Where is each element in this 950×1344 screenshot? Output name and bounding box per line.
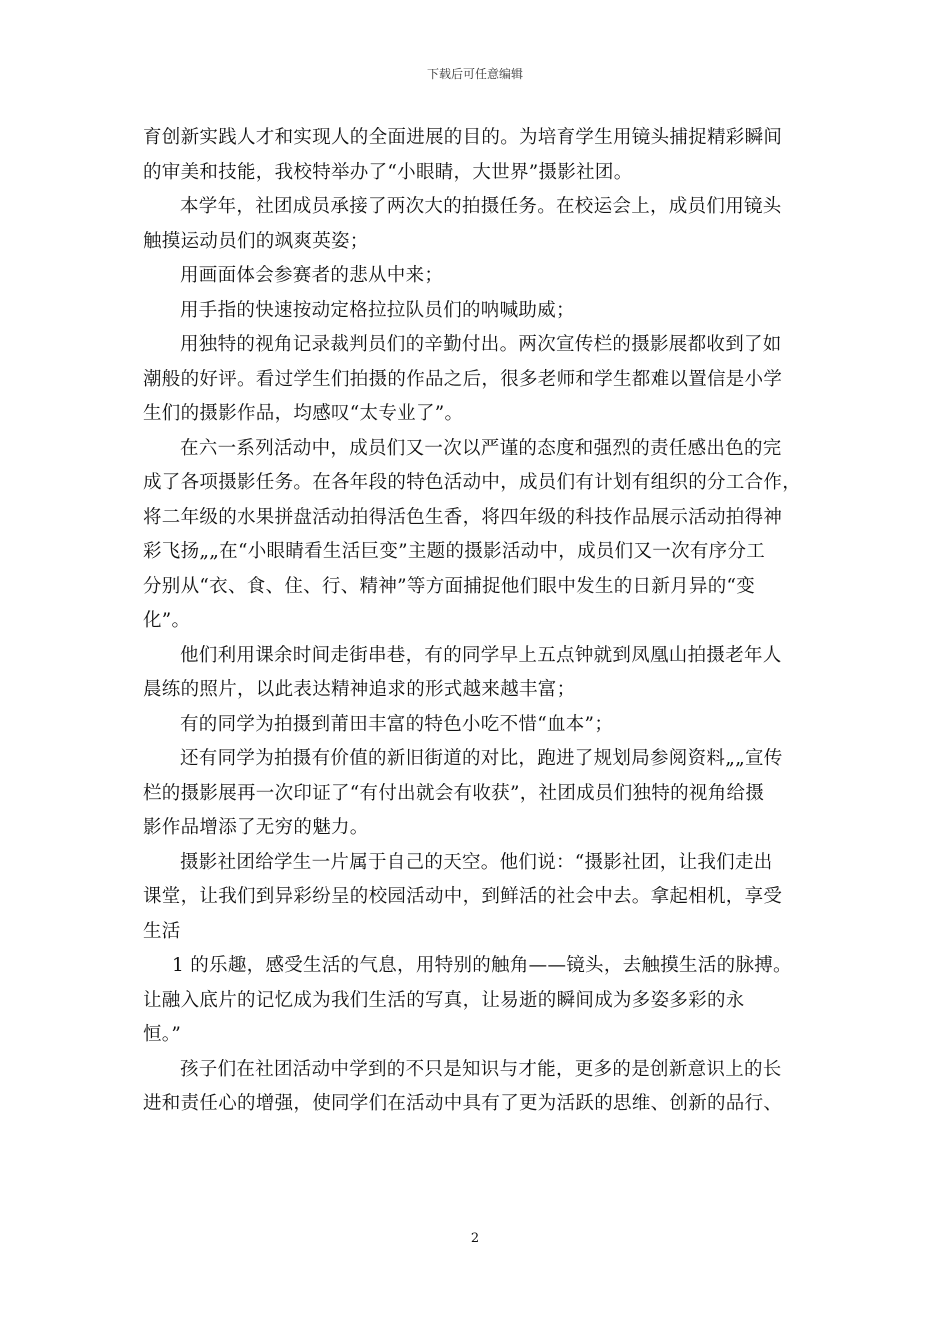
text-line: 化”。 [143,610,191,631]
text-line: 用独特的视角记录裁判员们的辛勤付出。两次宣传栏的摄影展都收到了如 [180,334,782,355]
text-line: 触摸运动员们的飒爽英姿； [143,230,369,252]
text-line: 用手指的快速按动定格拉拉队员们的呐喊助威； [180,299,575,321]
text-line: 孩子们在社团活动中学到的不只是知识与才能，更多的是创新意识上的长 [180,1058,782,1080]
text-line: 影作品增添了无穷的魅力。 [143,817,369,838]
text-line: 有的同学为拍摄到莆田丰富的特色小吃不惜“血本”； [180,713,614,735]
page-header: 下载后可任意编辑 [426,67,523,81]
text-line: 潮般的好评。看过学生们拍摄的作品之后，很多老师和学生都难以置信是小学 [143,368,783,390]
page-number: 2 [470,1231,480,1246]
text-line: 生活 [143,920,181,942]
text-line: 晨练的照片，以此表达精神追求的形式越来越丰富； [143,679,576,700]
text-line: 的审美和技能，我校特举办了“小眼睛，大世界”摄影社团。 [143,161,633,183]
text-line: 摄影社团给学生一片属于自己的天空。他们说：“摄影社团，让我们走出 [180,851,773,873]
text-line: 课堂，让我们到异彩纷呈的校园活动中，到鲜活的社会中去。拿起相机，享受 [143,886,783,907]
text-line: 进和责任心的增强，使同学们在活动中具有了更为活跃的思维、创新的品行、 [143,1093,783,1114]
text-line: 还有同学为拍摄有价值的新旧街道的对比，跑进了规划局参阅资料„„宣传 [180,748,783,769]
document-body [143,121,809,1122]
text-line: 本学年，社团成员承接了两次大的拍摄任务。在校运会上，成员们用镜头 [180,196,782,217]
text-line: 恒。” [143,1024,182,1045]
text-line: 彩飞扬„„在“小眼睛看生活巨变”主题的摄影活动中，成员们又一次有序分工 [143,541,766,562]
text-line: 用画面体会参赛者的悲从中来； [180,265,444,286]
text-line: 1 的乐趣，感受生活的气息，用特别的触角——镜头，去触摸生活的脉搏。 [172,955,792,976]
text-line: 成了各项摄影任务。在各年段的特色活动中，成员们有计划有组织的分工合作， [143,472,802,493]
text-line: 让融入底片的记忆成为我们生活的写真，让易逝的瞬间成为多姿多彩的永 [143,989,745,1011]
text-line: 生们的摄影作品，均感叹“太专业了”。 [143,403,464,424]
text-line: 在六一系列活动中，成员们又一次以严谨的态度和强烈的责任感出色的完 [180,437,782,459]
text-line: 分别从“衣、食、住、行、精神”等方面捕捉他们眼中发生的日新月异的“变 [143,575,756,597]
text-line: 将二年级的水果拼盘活动拍得活色生香，将四年级的科技作品展示活动拍得神 [143,506,783,528]
text-line: 育创新实践人才和实现人的全面进展的目的。为培育学生用镜头捕捉精彩瞬间 [143,127,783,148]
text-line: 他们利用课余时间走街串巷，有的同学早上五点钟就到凤凰山拍摄老年人 [180,644,782,666]
text-line: 栏的摄影展再一次印证了“有付出就会有收获”，社团成员们独特的视角给摄 [143,782,765,804]
